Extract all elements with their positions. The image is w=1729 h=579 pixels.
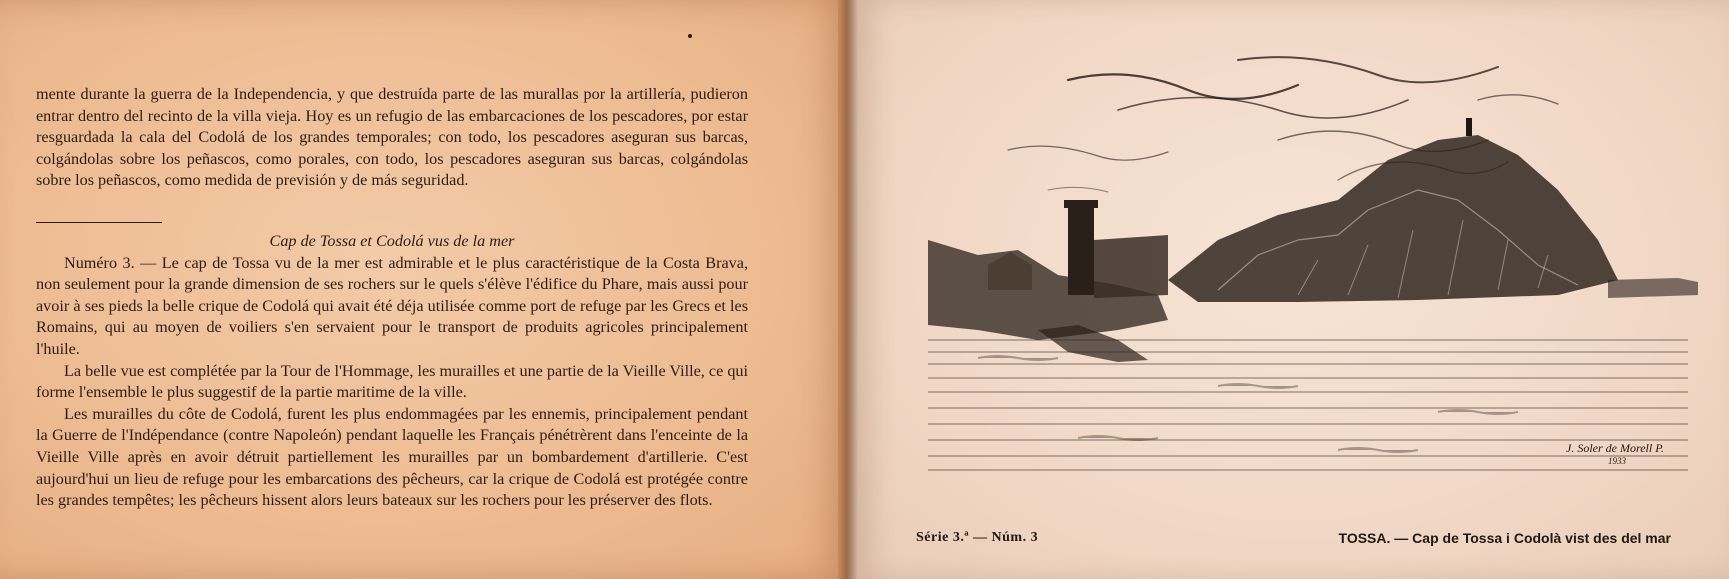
pen-drawing-illustration	[918, 40, 1698, 510]
left-page	[0, 0, 846, 579]
paragraph-spanish: mente durante la guerra de la Independencia, y que destruída parte de las murallas por la artillería, pudieron entrar dentro del recinto de la villa vieja. Hoy es un refugio de las embarcaciones de los pescadores, por estar resguardada la cala del Codolá de los grandes temporales; con todo, los pescadores aseguran sus barcas, colgándolas sobre los peñascos, como porales, con todo, los pescadores aseguran sus barcas, colgándolas sobre los peñascos, como medida de previsión y de más seguridad.	[36, 85, 748, 190]
paragraph-belle-vue: La belle vue est complétée par la Tour de l'Hommage, les murailles et une partie de la Vieille Ville, ce qui forme l'ensemble le plus suggestif de la partie maritime de la ville.	[36, 361, 748, 402]
paragraph-numero-3: Numéro 3. — Le cap de Tossa vu de la mer est admirable et le plus caractéristique de la Costa Brava, non seulement pour la grande dimension de ses rochers sur le quels s'élève l'édifice du Phare, mais aussi pour avoir à ses pieds la belle crique de Codolá qui avait été déja utilisée comme port de refuge par les Grecs et les Romains, qui au moyen de voiliers s'en servaient pour le transport de produits agricoles principalement l'huile.	[36, 253, 748, 358]
right-page	[858, 0, 1729, 579]
section-heading: Cap de Tossa et Codolá vus de la mer	[269, 231, 515, 250]
artist-signature: J. Soler de Morell P.	[1566, 441, 1664, 455]
ink-dot	[688, 34, 692, 38]
left-page-text	[36, 84, 748, 512]
book-gutter	[838, 0, 860, 579]
section-divider	[36, 222, 162, 223]
signature-date: 1933	[1608, 456, 1626, 466]
series-caption: Série 3.ª — Núm. 3	[916, 530, 1039, 545]
paragraph-murailles: Les murailles du côte de Codolá, furent les plus endommagées par les ennemis, principalement pendant la Guerre de l'Indépendance (contre Napoleón) pendant laquelle les Français pénétrèrent dans l'enceinte de la Vieille Ville après en avoir détruit partiellement les murailles par un bombardement d'artillerie. C'est aujourd'hui un lieu de refuge pour les embarcations des pêcheurs, car la crique de Codolá est protégée contre les grandes tempêtes; les pêcheurs hissent alors leurs bateaux sur les rochers pour les préserver des flots.	[36, 404, 748, 510]
title-caption: TOSSA. — Cap de Tossa i Codolà vist des del mar	[1338, 530, 1671, 546]
